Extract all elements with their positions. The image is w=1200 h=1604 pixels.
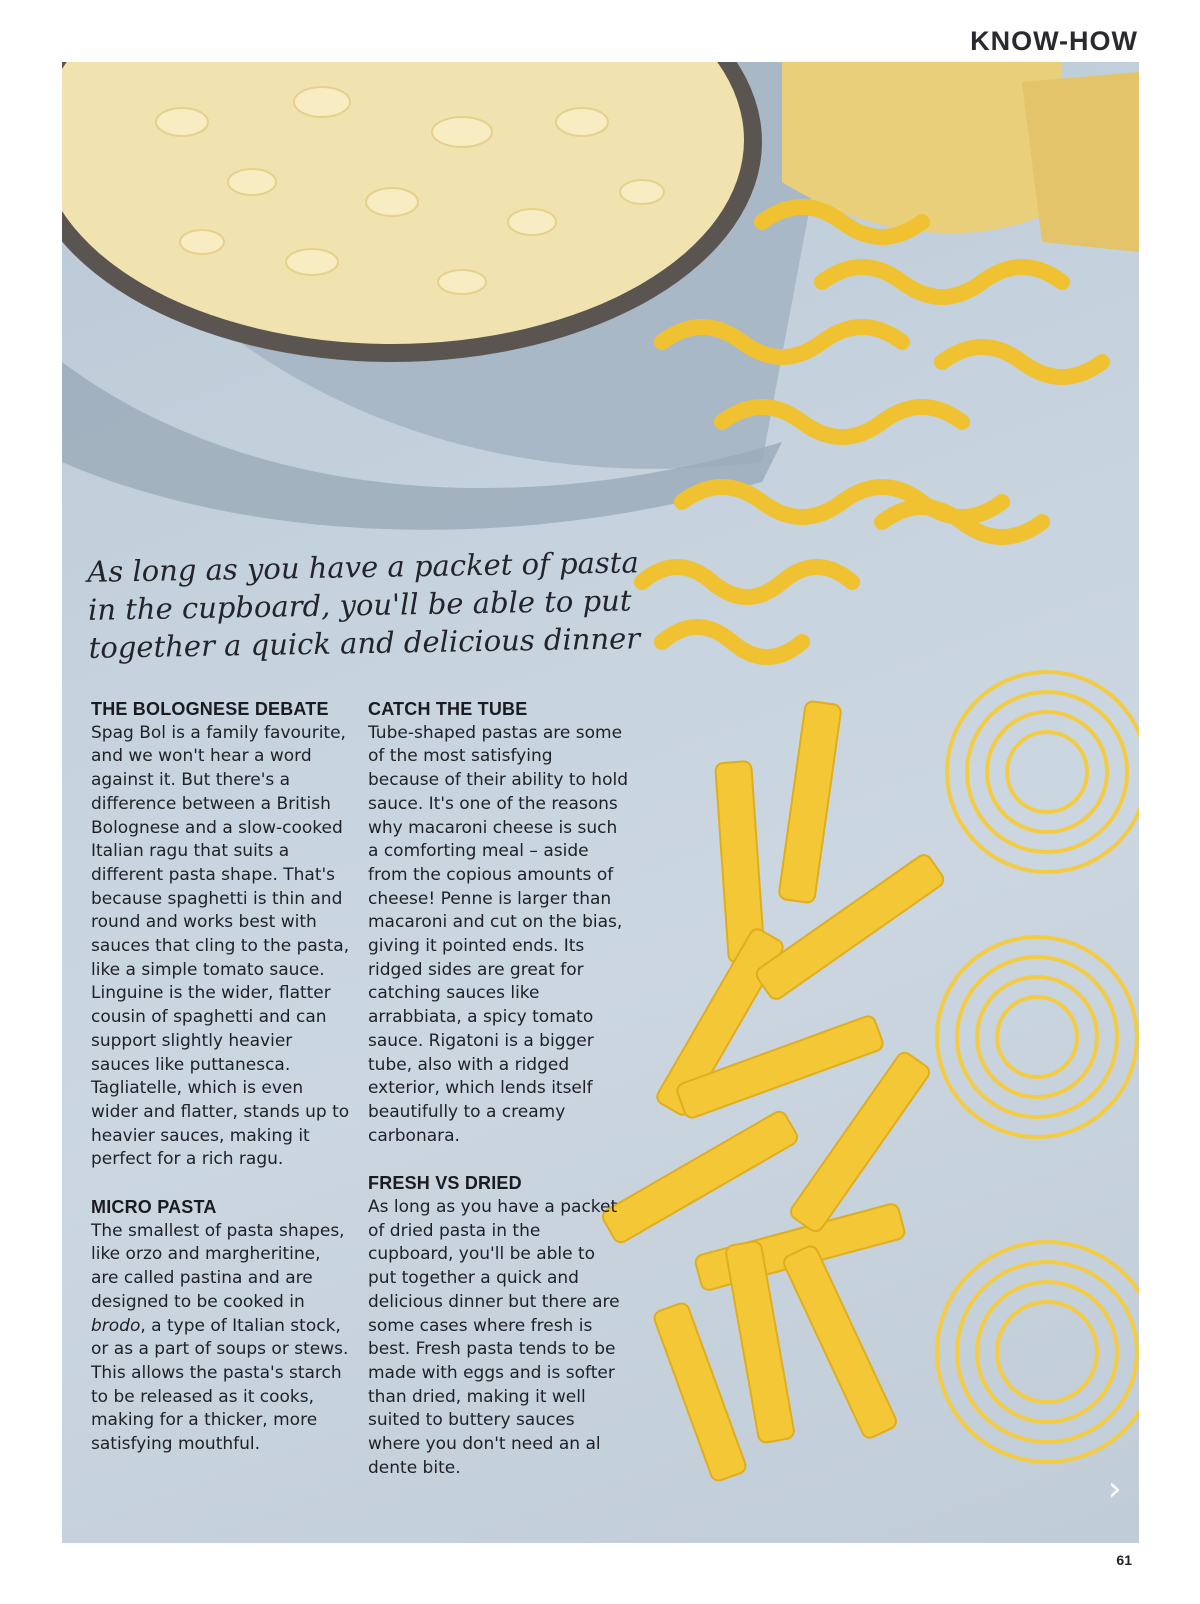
body-micro-pasta: The smallest of pasta shapes, like orzo and margheritine, are called pastina and are designed to be cooked in brodo, a type of Italian stock, or as a part of soups or stews. This allows the pasta's starch to be released as it cooks, making for a thicker, more satisfying mouthful. xyxy=(91,1220,349,1455)
body-catch-the-tube: Tube-shaped pastas are some of the most satisfying because of their ability to hold sauce. It's one of the reasons why macaroni cheese is such a comforting meal – aside from the copious amounts of cheese! Penne is larger than macaroni and cut on the bias, giving it pointed ends. Its ridged sides are great for catching sauces like arrabbiata, a spicy tomato sauce. Rigatoni is a bigger tube, also with a ridged exterior, which lends itself beautifully to a creamy carbonara. xyxy=(368,722,628,1146)
heading-bolognese-debate: THE BOLOGNESE DEBATE xyxy=(91,699,329,719)
chevron-right-icon[interactable]: › xyxy=(1108,1469,1122,1509)
italic-brodo: brodo xyxy=(91,1315,141,1336)
body-bolognese-debate: Spag Bol is a family favourite, and we won't hear a word against it. But there's a difference between a British Bolognese and a slow-cooked Italian ragu that suits a different pasta shape. That's because spaghetti is thin and round and works best with sauces that cling to the pasta, like a simple tomato sauce. Linguine is the wider, flatter cousin of spaghetti and can support slightly heavier sauces like puttanesca. Tagliatelle, which is even wider and flatter, stands up to heavier sauces, making it perfect for a rich ragu. xyxy=(91,722,350,1170)
pull-quote: As long as you have a packet of pasta in the cupboard, you'll be able to put together a quick and delicious dinner xyxy=(87,545,641,665)
column-right xyxy=(368,698,628,1481)
heading-fresh-vs-dried: FRESH VS DRIED xyxy=(368,1173,522,1194)
heading-catch-the-tube: CATCH THE TUBE xyxy=(368,699,528,719)
spaghetti-nests xyxy=(937,672,1139,1462)
section-label: KNOW-HOW xyxy=(970,26,1138,56)
column-left xyxy=(91,698,351,1457)
penne xyxy=(600,700,946,1482)
heading-micro-pasta: MICRO PASTA xyxy=(91,1197,217,1218)
body-fresh-vs-dried: As long as you have a packet of dried pasta in the cupboard, you'll be able to put together a quick and delicious dinner but there are some cases where fresh is best. Fresh pasta tends to be made with eggs and is softer than dried, making it well suited to buttery sauces where you don't need an al dente bite. xyxy=(368,1197,620,1478)
page-number: 61 xyxy=(1116,1552,1132,1568)
